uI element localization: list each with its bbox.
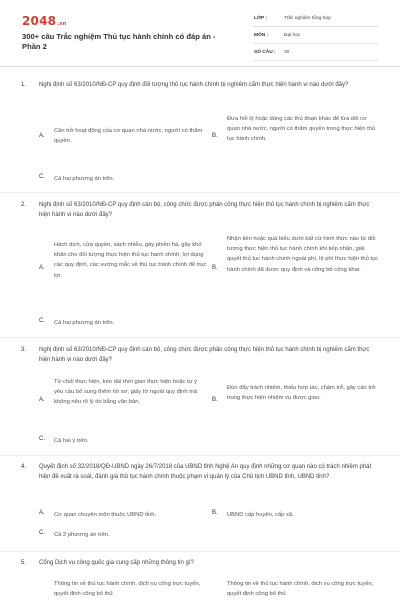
option-c-letter[interactable]: C. — [39, 174, 45, 180]
meta-label-socau: SỐ CÂU : — [254, 50, 276, 55]
option-b-letter[interactable]: B. — [212, 397, 218, 403]
question-text: Cổng Dịch vụ công quốc gia cung cấp những thông tin gì? — [39, 560, 194, 566]
option-a-letter[interactable]: A. — [39, 397, 45, 403]
question-number: 2. — [21, 202, 27, 208]
question-number: 3. — [21, 347, 27, 353]
logo-suffix: .vn — [57, 21, 67, 27]
document-meta — [253, 13, 378, 64]
option-c-letter[interactable]: C. — [39, 318, 45, 324]
question-separator — [0, 551, 400, 552]
meta-value-socau: 30 — [284, 50, 290, 55]
option-a-letter[interactable]: A. — [39, 510, 45, 516]
option-a-text[interactable]: Cản trở hoạt động của cơ quan nhà nước, người có thẩm quyền. — [54, 128, 203, 145]
option-b-text[interactable]: UBND cấp huyện, cấp xã. — [227, 512, 294, 518]
meta-row-lop — [253, 13, 378, 27]
option-b-text[interactable]: Đưa hối lộ hoặc dùng các thủ đoạn khác để lừa dối cơ quan nhà nước, người có thẩm quyền trong thực hiện thủ tục hành chính. — [227, 116, 376, 143]
site-logo[interactable] — [22, 14, 67, 28]
question-number: 5. — [21, 560, 27, 566]
question-number: 4. — [21, 464, 27, 470]
question-text: Nghị định số 63/2010/NĐ-CP quy định đối tượng thủ tục hành chính bị nghiêm cấm thực hiện hành vi nào dưới đây? — [39, 82, 349, 88]
document-title: 300+ câu Trắc nghiệm Thủ tục hành chính có đáp án - Phần 2 — [22, 32, 216, 51]
option-b-text[interactable]: Đùn đẩy trách nhiệm, thiếu hợp tác, chậm trễ, gây cản trở trong thực hiện nhiệm vụ được giao. — [227, 385, 376, 402]
header-divider — [0, 66, 400, 67]
option-b-text[interactable]: Thông tin về thủ tục hành chính, dịch vụ công trực tuyến, quyết định công bố thủ — [227, 581, 374, 598]
option-a-letter[interactable]: A. — [39, 133, 45, 139]
option-b-letter[interactable]: B. — [212, 510, 218, 516]
question-text: Nghị định số 63/2010/NĐ-CP quy định cán bộ, công chức được phân công thực hiện thủ tục hành chính bị nghiêm cấm thực hiện hành vi nào dưới đây? — [39, 202, 370, 218]
option-a-text[interactable]: Thông tin về thủ tục hành chính, dịch vụ công trực tuyến, quyết định công bố thủ — [54, 581, 201, 598]
question-separator — [0, 192, 400, 193]
option-a-text[interactable]: Hách dịch, cửa quyền, sách nhiễu, gây phiền hà, gây khó khăn cho đối tượng thực hiện thủ tục hành chính; lợi dụng các quy định, các vướng mắc về thủ tục hành chính để trục lợi. — [54, 242, 207, 279]
option-c-text[interactable]: Cả hai phương án trên. — [54, 320, 115, 326]
question-number: 1. — [21, 82, 27, 88]
meta-value-lop: Trắc nghiệm tổng hợp — [284, 16, 331, 21]
meta-row-mon — [253, 30, 378, 44]
option-c-letter[interactable]: C. — [39, 436, 45, 442]
logo-text: 2048 — [22, 14, 57, 28]
option-c-letter[interactable]: C. — [39, 530, 45, 536]
option-a-text[interactable]: Từ chối thực hiện, kéo dài thời gian thực hiện hoặc tự ý yêu cầu bổ sung thêm hồ sơ, giấy tờ ngoài quy định mà không nêu rõ lý do bằng văn bản. — [54, 379, 198, 406]
meta-label-lop: LỚP : — [254, 16, 268, 21]
option-b-letter[interactable]: B. — [212, 265, 218, 271]
option-c-text[interactable]: Cả hai phương án trên. — [54, 176, 115, 182]
meta-row-socau — [253, 47, 378, 61]
option-b-letter[interactable]: B. — [212, 133, 218, 139]
option-c-text[interactable]: Cả 2 phương án trên. — [54, 532, 110, 538]
question-separator — [0, 455, 400, 456]
option-b-text[interactable]: Nhận tiền hoặc quà biếu dưới bất cứ hình thức nào từ đối tượng thực hiện thủ tục hành chính khi tiếp nhận, giải quyết thủ tục hành chính ngoài phí, lệ phí thực hiện thủ tục hành chính đã được quy định và công bố công khai. — [227, 236, 379, 273]
option-a-text[interactable]: Cơ quan chuyên môn thuộc UBND tỉnh. — [54, 512, 157, 518]
question-separator — [0, 337, 400, 338]
option-a-letter[interactable]: A. — [39, 265, 45, 271]
document-header — [0, 0, 400, 66]
meta-value-mon: Đại học — [284, 33, 301, 38]
question-text: Quyết định số 32/2018/QĐ-UBND ngày 26/7/2018 của UBND tỉnh Nghệ An quy định những cơ quan nào có trách nhiệm phát hiện đề xuất rà soát, đánh giá thủ tục hành chính thuộc phạm vi quản lý của Chủ tịch UBND tỉnh, UBND tỉnh? — [39, 464, 372, 480]
meta-label-mon: MÔN : — [254, 33, 269, 38]
option-c-text[interactable]: Cả hai ý trên. — [54, 438, 89, 444]
question-text: Nghị định số 63/2010/NĐ-CP quy định cán bộ, công chức được phân công thực hiện thủ tục hành chính bị nghiêm cấm thực hiện hành vi nào dưới đây? — [39, 347, 370, 363]
